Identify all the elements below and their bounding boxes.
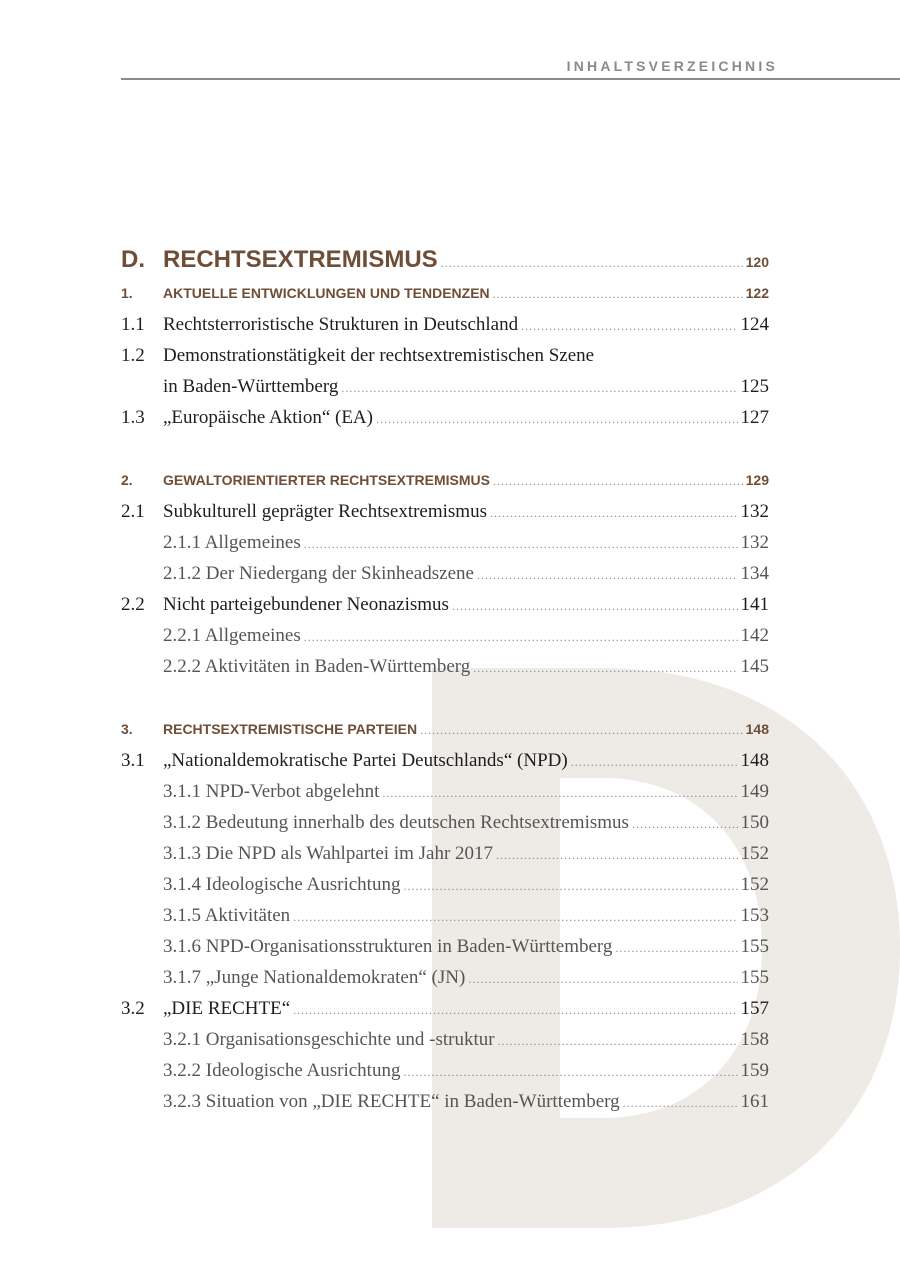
page-number: 149 (740, 781, 769, 802)
toc-subsubsection-row[interactable] (121, 900, 769, 931)
toc-subsection-row[interactable] (121, 589, 769, 620)
subsection-number: 1.3 (121, 407, 145, 428)
subsubsection-title: 3.2.3 Situation von „DIE RECHTE“ in Baden-Württemberg (163, 1091, 620, 1112)
page-number: 127 (740, 407, 769, 428)
subsection-title: Subkulturell geprägter Rechtsextremismus (163, 501, 487, 522)
toc-subsection-row[interactable] (121, 496, 769, 527)
dot-leader (420, 715, 743, 746)
toc-subsubsection-row[interactable] (121, 1024, 769, 1055)
subsubsection-title: 2.1.1 Allgemeines (163, 532, 301, 553)
subsection-title: „Nationaldemokratische Partei Deutschlands“ (NPD) (163, 750, 568, 771)
dot-leader (496, 840, 737, 871)
toc-section-row[interactable] (121, 465, 769, 496)
dot-leader (473, 653, 737, 684)
subsubsection-title: 2.2.2 Aktivitäten in Baden-Württemberg (163, 656, 471, 677)
subsubsection-title: 3.1.1 NPD-Verbot abgelehnt (163, 781, 380, 802)
toc-subsection-row[interactable] (121, 745, 769, 776)
subsection-number: 1.2 (121, 345, 145, 366)
toc-section-row[interactable] (121, 714, 769, 745)
toc-subsubsection-row[interactable] (121, 651, 769, 682)
section-title: AKTUELLE ENTWICKLUNGEN UND TENDENZEN (163, 285, 490, 301)
table-of-contents (121, 242, 769, 1117)
dot-leader (403, 871, 737, 902)
dot-leader (293, 995, 737, 1026)
subsubsection-title: 3.1.6 NPD-Organisationsstrukturen in Baden-Württemberg (163, 936, 613, 957)
toc-subsubsection-row[interactable] (121, 869, 769, 900)
subsubsection-title: 3.1.4 Ideologische Ausrichtung (163, 874, 401, 895)
section-number: 2. (121, 472, 133, 488)
subsection-title: Demonstrationstätigkeit der rechtsextremistischen Szene (163, 345, 595, 366)
header-rule (121, 78, 900, 80)
dot-leader (403, 1057, 737, 1088)
dot-leader (468, 964, 737, 995)
page-number: 153 (740, 905, 769, 926)
section-title: RECHTSEXTREMISTISCHE PARTEIEN (163, 721, 418, 737)
page-number: 155 (740, 936, 769, 957)
section-number: 3. (121, 721, 133, 737)
section-number: 1. (121, 285, 133, 301)
dot-leader (632, 809, 738, 840)
dot-leader (571, 747, 738, 778)
toc-subsubsection-row[interactable] (121, 527, 769, 558)
running-header: INHALTSVERZEICHNIS (566, 58, 778, 74)
subsubsection-title: 3.1.2 Bedeutung innerhalb des deutschen Rechtsextremismus (163, 812, 629, 833)
dot-leader (498, 1026, 738, 1057)
subsubsection-title: 2.1.2 Der Niedergang der Skinheadszene (163, 563, 474, 584)
subsection-number: 3.2 (121, 998, 145, 1019)
toc-subsubsection-row[interactable] (121, 838, 769, 869)
toc-subsubsection-row[interactable] (121, 558, 769, 589)
subsection-title: „DIE RECHTE“ (163, 998, 291, 1019)
subsection-number: 2.1 (121, 501, 145, 522)
page-number: 155 (740, 967, 769, 988)
page-number: 161 (740, 1091, 769, 1112)
subsubsection-title: 2.2.1 Allgemeines (163, 625, 301, 646)
toc-subsection-row[interactable] (121, 402, 769, 433)
page-number: 124 (740, 314, 769, 335)
dot-leader (493, 279, 743, 310)
subsubsection-title: 3.1.7 „Junge Nationaldemokraten“ (JN) (163, 967, 466, 988)
dot-leader (341, 373, 737, 404)
subsection-number: 2.2 (121, 594, 145, 615)
dot-leader (382, 778, 737, 809)
dot-leader (493, 466, 743, 497)
page-number: 132 (740, 501, 769, 522)
toc-section-row[interactable] (121, 278, 769, 309)
subsection-number: 1.1 (121, 314, 145, 335)
dot-leader (615, 933, 737, 964)
dot-leader (477, 560, 738, 591)
chapter-title: RECHTSEXTREMISMUS (163, 246, 438, 273)
page-number: 152 (740, 874, 769, 895)
subsection-number: 3.1 (121, 750, 145, 771)
page-number: 129 (745, 472, 769, 488)
toc-subsection-row[interactable] (121, 993, 769, 1024)
page-number: 125 (740, 376, 769, 397)
page-number: 122 (745, 285, 769, 301)
toc-subsubsection-row[interactable] (121, 620, 769, 651)
dot-leader (623, 1088, 738, 1119)
page-number: 142 (740, 625, 769, 646)
page-number: 159 (740, 1060, 769, 1081)
dot-leader (490, 498, 738, 529)
chapter-number: D. (121, 246, 145, 273)
page-number: 157 (740, 998, 769, 1019)
page-number: 134 (740, 563, 769, 584)
toc-subsection-row[interactable] (121, 340, 769, 371)
subsection-title: Nicht parteigebundener Neonazismus (163, 594, 449, 615)
toc-subsubsection-row[interactable] (121, 1086, 769, 1117)
dot-leader (521, 311, 737, 342)
dot-leader (293, 902, 737, 933)
dot-leader (376, 404, 738, 435)
page-number: 120 (745, 254, 769, 270)
toc-subsection-continuation[interactable] (121, 371, 769, 402)
subsubsection-title: 3.2.2 Ideologische Ausrichtung (163, 1060, 401, 1081)
page-number: 148 (740, 750, 769, 771)
subsubsection-title: 3.1.3 Die NPD als Wahlpartei im Jahr 2017 (163, 843, 494, 864)
dot-leader (304, 529, 738, 560)
toc-subsubsection-row[interactable] (121, 807, 769, 838)
section-title: GEWALTORIENTIERTER RECHTSEXTREMISMUS (163, 472, 490, 488)
page-number: 158 (740, 1029, 769, 1050)
page-number: 152 (740, 843, 769, 864)
page-number: 150 (740, 812, 769, 833)
subsection-title: „Europäische Aktion“ (EA) (163, 407, 373, 428)
dot-leader (304, 622, 738, 653)
page-number: 141 (740, 594, 769, 615)
page-number: 132 (740, 532, 769, 553)
toc-subsubsection-row[interactable] (121, 1055, 769, 1086)
subsubsection-title: 3.1.5 Aktivitäten (163, 905, 291, 926)
toc-subsection-row[interactable] (121, 309, 769, 340)
page-number: 148 (745, 721, 769, 737)
dot-leader (452, 591, 738, 622)
subsection-title-continued: in Baden-Württemberg (163, 376, 339, 397)
toc-subsubsection-row[interactable] (121, 931, 769, 962)
subsection-title: Rechtsterroristische Strukturen in Deutschland (163, 314, 519, 335)
toc-subsubsection-row[interactable] (121, 776, 769, 807)
dot-leader (441, 245, 743, 281)
page-number: 145 (740, 656, 769, 677)
toc-subsubsection-row[interactable] (121, 962, 769, 993)
subsubsection-title: 3.2.1 Organisationsgeschichte und -struktur (163, 1029, 495, 1050)
toc-chapter-row[interactable] (121, 242, 769, 278)
